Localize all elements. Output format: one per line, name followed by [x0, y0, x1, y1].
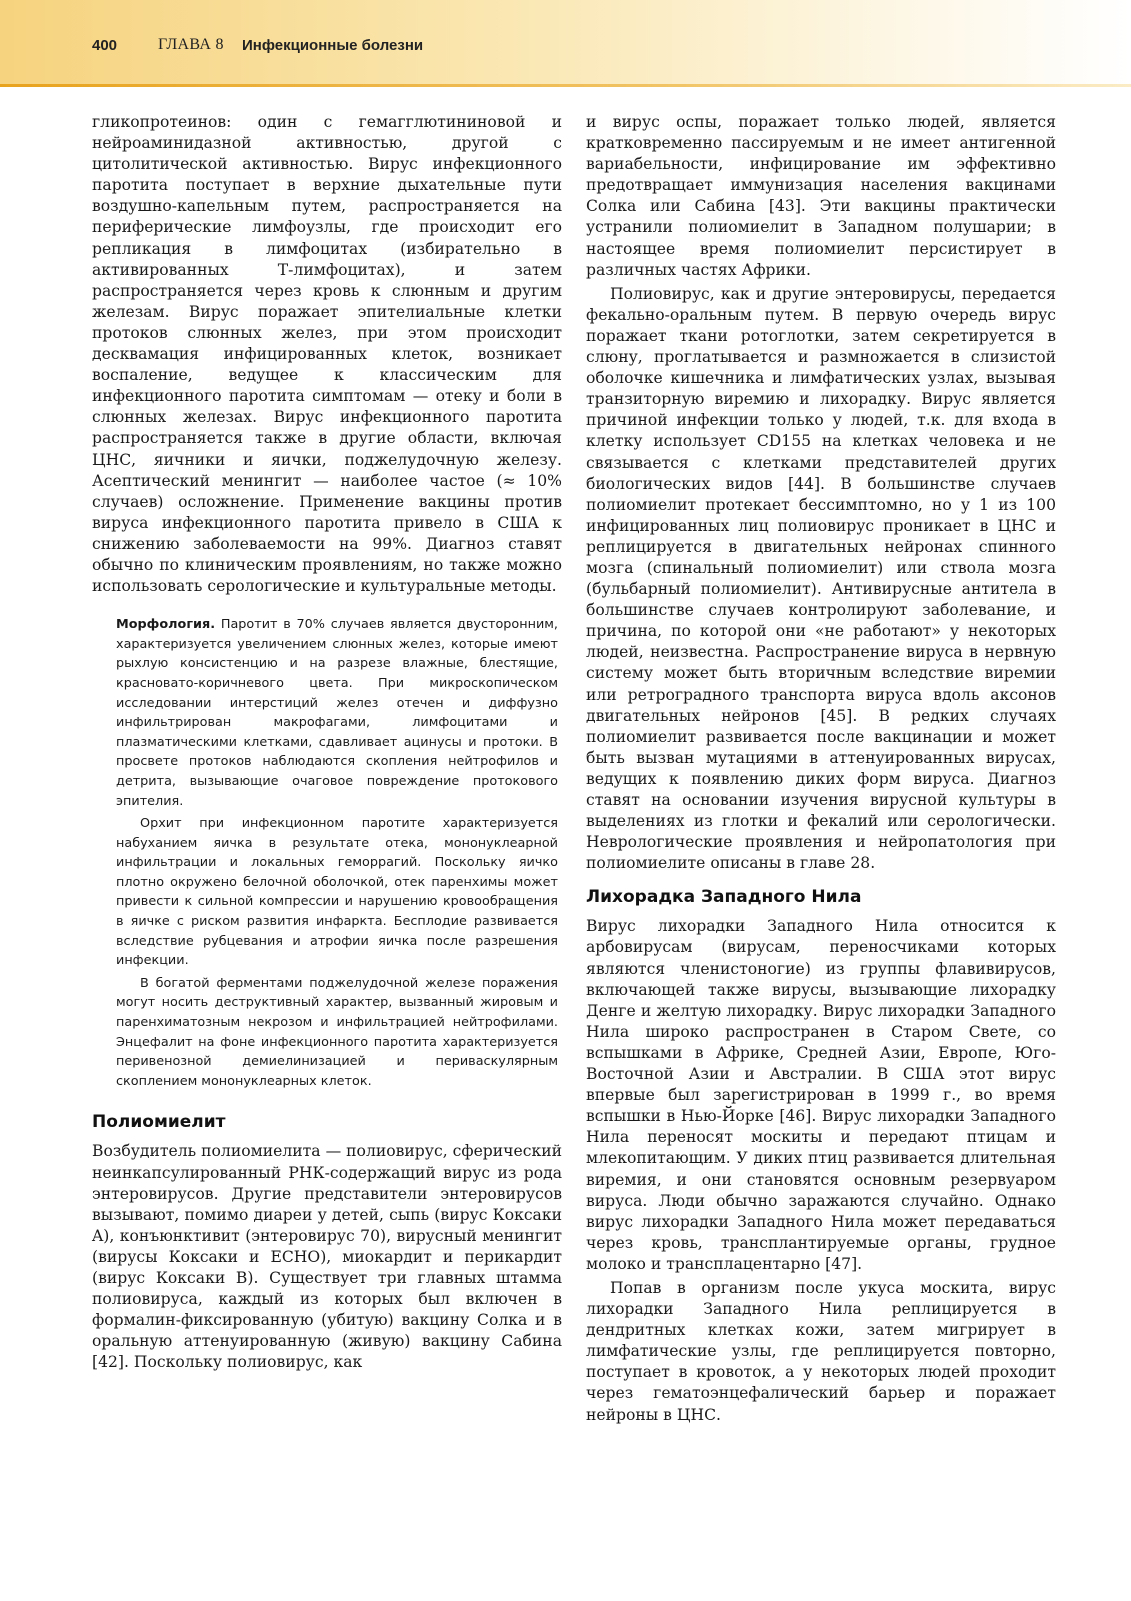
morphology-text: Паротит в 70% случаев является двусторонним, характеризуется увеличением слюнных желез, которые имеют рыхлую консистенцию и на разрезе влажные, блестящие, красновато-коричневого цвета. При микроскопическом исследовании интерстиций желез отечен и диффузно инфильтрирован макрофагами, лимфоцитами и плазматическими клетками, сдавливает ацинусы и протоки. В просвете протоков наблюдаются скопления нейтрофилов и детрита, вызывающие очаговое повреждение протокового эпителия.: [116, 617, 558, 809]
page-number: 400: [92, 37, 118, 54]
section-heading-west-nile: Лихорадка Западного Нила: [586, 887, 862, 908]
chapter-title: Инфекционные болезни: [242, 37, 424, 54]
paragraph: Вирус лихорадки Западного Нила относится к арбовирусам (вирусам, переносчиками которых являются членистоногие) из группы флавивирусов, включающей также вирусы, вызывающие лихорадку Денге и желтую лихорадку. Вирус лихорадки Западного Нила широко распространен в Старом Свете, со вспышками в Африке, Средней Азии, Европе, Юго-Восточной Азии и Австралии. В США этот вирус впервые был зарегистрирован в 1999 г., во время вспышки в Нью-Йорке [46]. Вирус лихорадки Западного Нила переносят москиты и передают птицам и млекопитающим. У диких птиц развивается длительная виремия, и они становятся основным резервуаром вируса. Люди обычно заражаются случайно. Однако вирус лихорадки Западного Нила может передаваться через кровь, трансплантируемые органы, грудное молоко и трансплацентарно [47].: [586, 917, 1056, 1273]
paragraph: Возбудитель полиомиелита — полиовирус, сферический неинкапсулированный РНК-содержащий вирус из рода энтеровирусов. Другие представители энтеровирусов вызывают, помимо диареи у детей, сыпь (вирус Коксаки A), конъюнктивит (энтеровирус 70), вирусный менингит (вирусы Коксаки и ECHO), миокардит и перикардит (вирус Коксаки B). Существует три главных штамма полиовируса, каждый из которых был включен в формалин-фиксированную (убитую) вакцину Солка и в оральную аттенуированную (живую) вакцину Сабина [42]. Поскольку полиовирус, как: [92, 1142, 562, 1372]
paragraph: Попав в организм после укуса москита, вирус лихорадки Западного Нила реплицируется в дендритных клетках кожи, затем мигрирует в лимфатические узлы, где реплицируется повторно, поступает в кровоток, а у некоторых людей проходит через гематоэнцефалический барьер и поражает нейроны в ЦНС.: [586, 1278, 1056, 1424]
pancreas-paragraph: В богатой ферментами поджелудочной железе поражения могут носить деструктивный характер, вызванный жировым и паренхиматозным некрозом и инфильтрацией нейтрофилами. Энцефалит на фоне инфекционного паротита характеризуется перивенозной демиелинизацией и периваскулярным скоплением мононуклеарных клеток.: [116, 975, 558, 1089]
morphology-box: [92, 615, 562, 1091]
morphology-paragraph: [116, 615, 558, 811]
header-rule: [0, 84, 1131, 87]
left-column: [92, 112, 562, 1373]
morphology-lead: Морфология.: [116, 617, 216, 633]
section-heading-polio: Полиомиелит: [92, 1112, 226, 1133]
right-column: [586, 112, 1056, 1426]
paragraph: и вирус оспы, поражает только людей, является кратковременно пассируемым и не имеет антигенной вариабельности, инфицирование им эффективно предотвращает иммунизация населения вакцинами Солка или Сабина [43]. Эти вакцины практически устранили полиомиелит в Западном полушарии; в настоящее время полиомиелит персистирует в различных частях Африки.: [586, 113, 1056, 279]
orchitis-paragraph: Орхит при инфекционном паротите характеризуется набуханием яичка в результате отека, мононуклеарной инфильтрации и локальных геморрагий. Поскольку яичко плотно окружено белочной оболочкой, отек паренхимы может привести к сильной компрессии и нарушению кровообращения в яичке с риском развития инфаркта. Бесплодие развивается вследствие рубцевания и атрофии яичка после разрешения инфекции.: [116, 816, 558, 969]
paragraph: Полиовирус, как и другие энтеровирусы, передается фекально-оральным путем. В первую очередь вирус поражает ткани ротоглотки, затем секретируется в слюну, проглатывается и размножается в слизистой оболочке кишечника и лимфатических узлах, вызывая транзиторную виремию и лихорадку. Вирус является причиной инфекции только у людей, т.к. для входа в клетку использует CD155 на клетках человека и не связывается с клетками представителей других биологических видов [44]. В большинстве случаев полиомиелит протекает бессимптомно, но у 1 из 100 инфицированных лиц полиовирус проникает в ЦНС и реплицируется в двигательных нейронах спинного мозга (спинальный полиомиелит) или ствола мозга (бульбарный полиомиелит). Антивирусные антитела в большинстве случаев контролируют заболевание, и причина, по которой они «не работают» у некоторых людей, неизвестна. Распространение вируса в нервную систему может быть вторичным вследствие виремии или ретроградного транспорта вируса вдоль аксонов двигательных нейронов [45]. В редких случаях полиомиелит развивается после вакцинации и может быть вызван мутациями в аттенуированных вирусах, ведущих к появлению диких форм вируса. Диагноз ставят на основании изучения вирусной культуры в выделениях из глотки и фекалий или серологически. Неврологические проявления и нейропатология при полиомиелите описаны в главе 28.: [586, 284, 1056, 873]
paragraph: гликопротеинов: один с гемагглютининовой и нейроаминидазной активностью, другой с цитолитической активностью. Вирус инфекционного паротита поступает в верхние дыхательные пути воздушно-капельным путем, распространяется на периферические лимфоузлы, где происходит его репликация в лимфоцитах (избирательно в активированных Т-лимфоцитах), и затем распространяется через кровь к слюнным и другим железам. Вирус поражает эпителиальные клетки протоков слюнных желез, при этом происходит десквамация инфицированных клеток, возникает воспаление, ведущее к классическим для инфекционного паротита симптомам — отеку и боли в слюнных железах. Вирус инфекционного паротита распространяется также в другие области, включая ЦНС, яичники и яички, поджелудочную железу. Асептический менингит — наиболее частое (≈ 10% случаев) осложнение. Применение вакцины против вируса инфекционного паротита привело в США к снижению заболеваемости на 99%. Диагноз ставят обычно по клиническим проявлениям, но также можно использовать серологические и культуральные методы.: [92, 113, 562, 596]
chapter-label: ГЛАВА 8: [158, 36, 224, 53]
